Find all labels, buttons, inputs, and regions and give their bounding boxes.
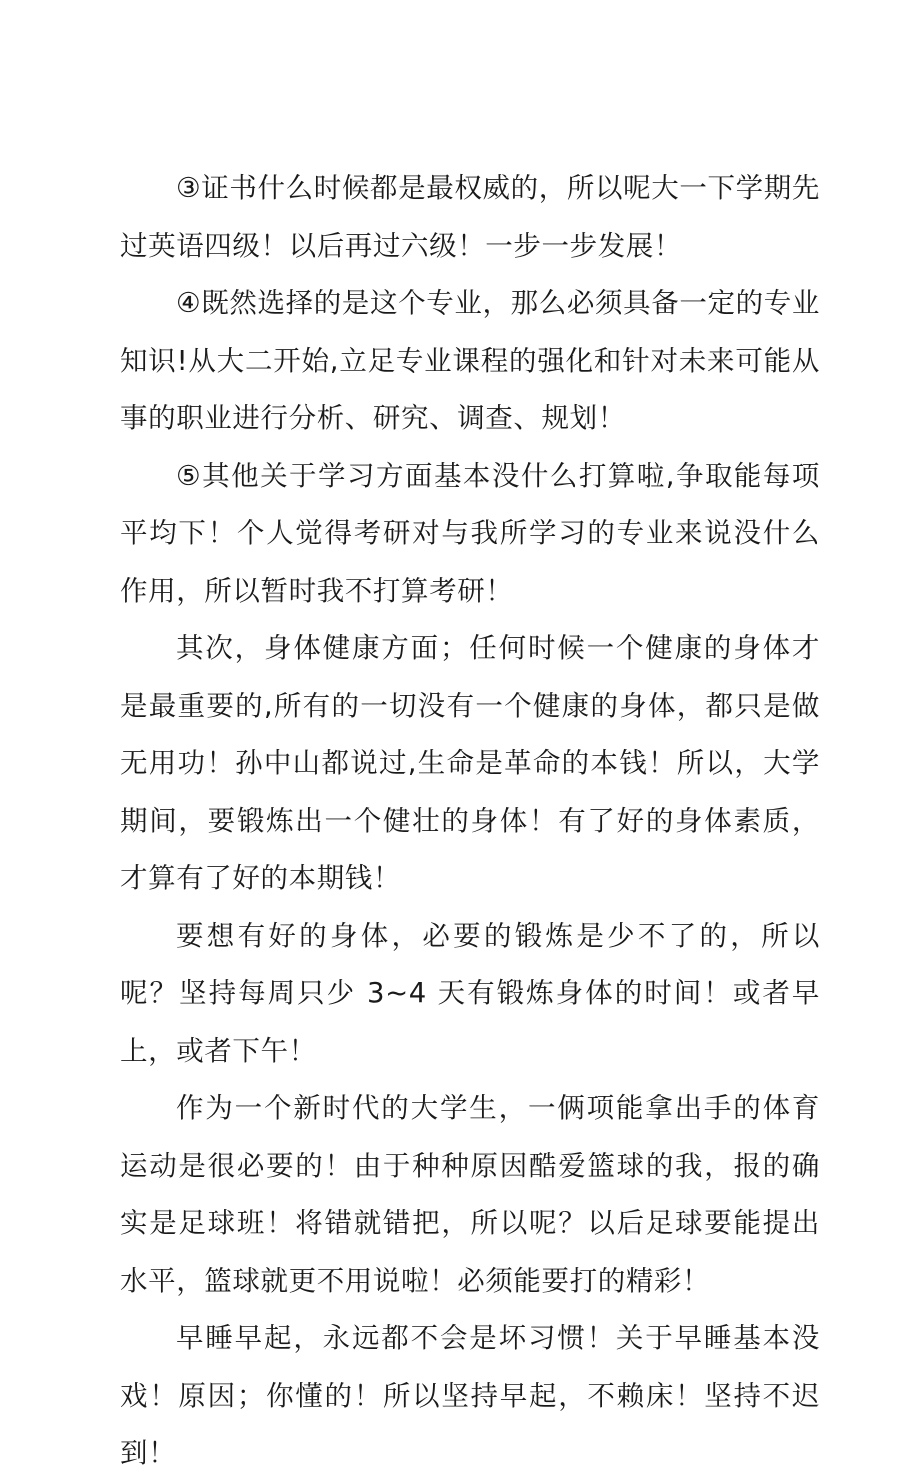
paragraph-sleep: 早睡早起，永远都不会是坏习惯！关于早睡基本没戏！原因；你懂的！所以坚持早起，不赖床！坚持不迟到！ [120, 1322, 820, 1469]
document-text-body [120, 160, 820, 1483]
paragraph-item-3: ③证书什么时候都是最权威的，所以呢大一下学期先过英语四级！以后再过六级！一步一步发展！ [120, 172, 820, 262]
paragraph-exercise: 要想有好的身体，必要的锻炼是少不了的，所以呢？坚持每周只少 3~4 天有锻炼身体的时间！或者早上，或者下午！ [120, 919, 820, 1067]
paragraph-item-4: ④既然选择的是这个专业，那么必须具备一定的专业知识!从大二开始,立足专业课程的强化和针对未来可能从事的职业进行分析、研究、调查、规划！ [120, 287, 820, 434]
paragraph-item-5: ⑤其他关于学习方面基本没什么打算啦,争取能每项平均下！个人觉得考研对与我所学习的专业来说没什么作用，所以暂时我不打算考研！ [120, 459, 820, 607]
paragraph-health: 其次，身体健康方面；任何时候一个健康的身体才是最重要的,所有的一切没有一个健康的身体，都只是做无用功！孙中山都说过,生命是革命的本钱！所以，大学期间，要锻炼出一个健壮的身体！有了好的身体素质，才算有了好的本期钱！ [120, 632, 820, 894]
paragraph-sports: 作为一个新时代的大学生，一俩项能拿出手的体育运动是很必要的！由于种种原因酷爱篮球的我，报的确实是足球班！将错就错把，所以呢？以后足球要能提出水平，篮球就更不用说啦！必须能要打的精彩！ [120, 1092, 820, 1297]
